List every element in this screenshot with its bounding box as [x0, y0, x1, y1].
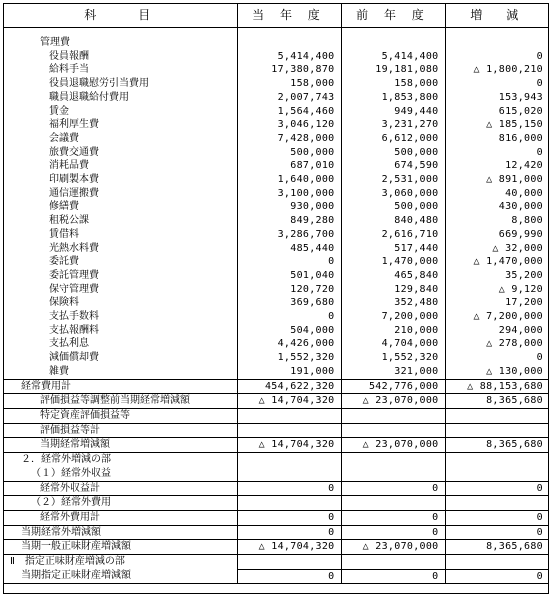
table-body: [4, 28, 549, 584]
row-subject: 委託管理費: [49, 269, 99, 281]
row-subject: 職員退職給付費用: [49, 91, 129, 103]
row-subject: 当期一般正味財産増減額: [4, 540, 237, 555]
table-row: [4, 200, 549, 214]
row-current-year: 7,428,000: [237, 132, 341, 146]
row-change: 294,000: [445, 324, 549, 338]
table-row: [4, 310, 549, 324]
row-subject: 福利厚生費: [49, 119, 99, 131]
row-previous-year: 840,480: [341, 214, 445, 228]
row-subject: （２）経常外費用: [31, 497, 111, 509]
row-change: 0: [445, 77, 549, 91]
row-current-year: 0: [237, 525, 341, 540]
row-previous-year: 517,440: [341, 242, 445, 256]
row-previous-year: 2,616,710: [341, 228, 445, 242]
row-current-year: △ 14,704,320: [237, 438, 341, 453]
header-change: 増 減: [445, 4, 549, 28]
row-current-year: 3,100,000: [237, 187, 341, 201]
row-change: △ 130,000: [445, 365, 549, 379]
row-previous-year: 0: [341, 525, 445, 540]
row-previous-year: 500,000: [341, 146, 445, 160]
row-current-year: 5,414,400: [237, 50, 341, 64]
row-change: 8,365,680: [445, 394, 549, 409]
row-current-year: 3,286,700: [237, 228, 341, 242]
row-change: △ 185,150: [445, 118, 549, 132]
row-previous-year: 0: [341, 510, 445, 525]
statement-table-frame: [3, 3, 549, 594]
row-subject: 消耗品費: [49, 160, 89, 172]
table-row: [4, 408, 549, 423]
row-current-year: 0: [237, 510, 341, 525]
row-change: 816,000: [445, 132, 549, 146]
table-row: [4, 324, 549, 338]
table-row: [4, 173, 549, 187]
row-change: △ 7,200,000: [445, 310, 549, 324]
row-previous-year: [341, 28, 445, 50]
row-subject: 委託費: [49, 256, 79, 268]
table-row: [4, 105, 549, 119]
table-row: [4, 255, 549, 269]
row-current-year: 0: [237, 569, 341, 584]
row-previous-year: 1,853,800: [341, 91, 445, 105]
row-change: 669,990: [445, 228, 549, 242]
row-current-year: [237, 555, 341, 570]
table-row: [4, 296, 549, 310]
row-current-year: △ 14,704,320: [237, 394, 341, 409]
table-row: [4, 132, 549, 146]
table-row: [4, 481, 549, 496]
table-row: [4, 510, 549, 525]
row-subject: 雑費: [4, 365, 237, 379]
row-current-year: [237, 423, 341, 438]
row-subject: 支払手数料: [49, 311, 99, 323]
row-subject: 当期指定正味財産増減額: [4, 569, 237, 584]
row-subject: 管理費: [40, 37, 70, 48]
row-previous-year: 3,231,270: [341, 118, 445, 132]
row-change: 0: [445, 351, 549, 365]
row-change: △ 1,800,210: [445, 63, 549, 77]
table-row: [4, 555, 549, 570]
row-change: [445, 453, 549, 467]
row-current-year: 1,640,000: [237, 173, 341, 187]
header-row: [4, 4, 549, 28]
statement-table: [4, 4, 549, 584]
row-change: 0: [445, 569, 549, 584]
row-previous-year: 0: [341, 569, 445, 584]
row-change: 0: [445, 481, 549, 496]
row-change: 0: [445, 50, 549, 64]
header-current-year: 当 年 度: [237, 4, 341, 28]
row-current-year: [237, 467, 341, 481]
row-subject: 評価損益等計: [4, 423, 237, 438]
row-subject: 特定資産評価損益等: [4, 408, 237, 423]
table-row: [4, 453, 549, 467]
row-change: [445, 408, 549, 423]
table-row: [4, 337, 549, 351]
row-current-year: 0: [237, 255, 341, 269]
row-current-year: 158,000: [237, 77, 341, 91]
row-subject: 賃借料: [49, 228, 79, 240]
row-change: 17,200: [445, 296, 549, 310]
row-subject: 支払報酬料: [49, 324, 99, 336]
row-previous-year: 949,440: [341, 105, 445, 119]
row-subject: 光熱水料費: [49, 242, 99, 254]
table-row: [4, 283, 549, 297]
row-current-year: 0: [237, 310, 341, 324]
row-change: 8,800: [445, 214, 549, 228]
row-current-year: 687,010: [237, 159, 341, 173]
row-subject: 給料手当: [49, 64, 89, 76]
row-subject: 経常外収益計: [4, 481, 237, 496]
row-previous-year: 210,000: [341, 324, 445, 338]
table-row: [4, 540, 549, 555]
row-subject: （１）経常外収益: [31, 467, 111, 479]
row-current-year: [237, 496, 341, 511]
row-current-year: 369,680: [237, 296, 341, 310]
table-row: [4, 214, 549, 228]
row-current-year: 1,552,320: [237, 351, 341, 365]
row-change: 8,365,680: [445, 540, 549, 555]
table-row: [4, 269, 549, 283]
row-subject: 修繕費: [49, 201, 79, 213]
row-current-year: 4,426,000: [237, 337, 341, 351]
row-previous-year: 542,776,000: [341, 379, 445, 394]
row-current-year: 501,040: [237, 269, 341, 283]
row-previous-year: 352,480: [341, 296, 445, 310]
row-current-year: 2,007,743: [237, 91, 341, 105]
table-row: [4, 50, 549, 64]
row-subject: 賃金: [49, 105, 69, 117]
row-change: 0: [445, 146, 549, 160]
table-row: [4, 159, 549, 173]
table-row: [4, 28, 549, 50]
row-subject: 保守管理費: [49, 283, 99, 295]
table-row: [4, 187, 549, 201]
row-current-year: 3,046,120: [237, 118, 341, 132]
row-change: [445, 555, 549, 570]
row-previous-year: △ 23,070,000: [341, 394, 445, 409]
row-subject: 役員報酬: [49, 50, 89, 62]
row-previous-year: 4,704,000: [341, 337, 445, 351]
table-row: [4, 569, 549, 584]
row-current-year: [237, 408, 341, 423]
row-previous-year: 158,000: [341, 77, 445, 91]
row-subject: 会議費: [49, 132, 79, 144]
row-previous-year: 3,060,000: [341, 187, 445, 201]
row-current-year: 17,380,870: [237, 63, 341, 77]
row-current-year: 1,564,460: [237, 105, 341, 119]
row-previous-year: 1,552,320: [341, 351, 445, 365]
row-current-year: 500,000: [237, 146, 341, 160]
table-row: [4, 467, 549, 481]
row-change: [445, 496, 549, 511]
row-subject: 租税公課: [49, 215, 89, 227]
table-row: [4, 394, 549, 409]
row-previous-year: [341, 408, 445, 423]
table-row: [4, 351, 549, 365]
table-row: [4, 118, 549, 132]
row-change: [445, 423, 549, 438]
row-previous-year: 674,590: [341, 159, 445, 173]
row-change: 12,420: [445, 159, 549, 173]
row-previous-year: △ 23,070,000: [341, 540, 445, 555]
row-subject: 印刷製本費: [49, 174, 99, 186]
row-subject: 保険料: [49, 297, 79, 309]
row-previous-year: 19,181,080: [341, 63, 445, 77]
row-current-year: [237, 453, 341, 467]
row-current-year: 454,622,320: [237, 379, 341, 394]
row-current-year: [237, 28, 341, 50]
row-previous-year: 321,000: [341, 365, 445, 379]
table-row: [4, 91, 549, 105]
row-previous-year: [341, 453, 445, 467]
row-change: 35,200: [445, 269, 549, 283]
table-row: [4, 379, 549, 394]
row-previous-year: 500,000: [341, 200, 445, 214]
row-current-year: 930,000: [237, 200, 341, 214]
row-current-year: 191,000: [237, 365, 341, 379]
row-previous-year: 5,414,400: [341, 50, 445, 64]
row-change: 615,020: [445, 105, 549, 119]
row-previous-year: 7,200,000: [341, 310, 445, 324]
row-change: △ 278,000: [445, 337, 549, 351]
row-previous-year: 6,612,000: [341, 132, 445, 146]
row-previous-year: [341, 423, 445, 438]
row-subject: 支払利息: [49, 338, 89, 350]
table-row: [4, 242, 549, 256]
row-change: △ 88,153,680: [445, 379, 549, 394]
table-row: [4, 77, 549, 91]
header-subject: 科 目: [4, 4, 237, 28]
row-change: 430,000: [445, 200, 549, 214]
row-current-year: 485,440: [237, 242, 341, 256]
row-subject: Ⅱ 指定正味財産増減の部: [10, 556, 125, 568]
row-previous-year: [341, 555, 445, 570]
row-change: 153,943: [445, 91, 549, 105]
row-subject: ２．経常外増減の部: [21, 454, 111, 466]
row-previous-year: 129,840: [341, 283, 445, 297]
row-current-year: 120,720: [237, 283, 341, 297]
row-current-year: 849,280: [237, 214, 341, 228]
row-change: 0: [445, 510, 549, 525]
table-row: [4, 423, 549, 438]
row-subject: 経常外費用計: [4, 510, 237, 525]
row-change: △ 891,000: [445, 173, 549, 187]
row-change: [445, 467, 549, 481]
row-change: △ 1,470,000: [445, 255, 549, 269]
table-row: [4, 146, 549, 160]
table-row: [4, 438, 549, 453]
row-subject: 役員退職慰労引当費用: [49, 78, 149, 90]
row-subject: 評価損益等調整前当期経常増減額: [4, 394, 237, 409]
row-subject: 減価償却費: [49, 352, 99, 364]
row-previous-year: 2,531,000: [341, 173, 445, 187]
row-subject: 経常費用計: [4, 379, 237, 394]
row-previous-year: [341, 496, 445, 511]
row-previous-year: 0: [341, 481, 445, 496]
row-previous-year: 1,470,000: [341, 255, 445, 269]
row-previous-year: [341, 467, 445, 481]
row-change: △ 32,000: [445, 242, 549, 256]
table-row: [4, 525, 549, 540]
row-previous-year: 465,840: [341, 269, 445, 283]
row-subject: 当期経常外増減額: [4, 525, 237, 540]
row-change: 8,365,680: [445, 438, 549, 453]
row-subject: 当期経常増減額: [4, 438, 237, 453]
row-change: 40,000: [445, 187, 549, 201]
table-row: [4, 496, 549, 511]
table-row: [4, 63, 549, 77]
row-change: [445, 28, 549, 50]
header-previous-year: 前 年 度: [341, 4, 445, 28]
row-change: 0: [445, 525, 549, 540]
row-change: △ 9,120: [445, 283, 549, 297]
row-subject: 旅費交通費: [49, 146, 99, 158]
row-previous-year: △ 23,070,000: [341, 438, 445, 453]
row-subject: 通信運搬費: [49, 187, 99, 199]
row-current-year: 0: [237, 481, 341, 496]
row-current-year: 504,000: [237, 324, 341, 338]
table-row: [4, 365, 549, 379]
table-row: [4, 228, 549, 242]
row-current-year: △ 14,704,320: [237, 540, 341, 555]
